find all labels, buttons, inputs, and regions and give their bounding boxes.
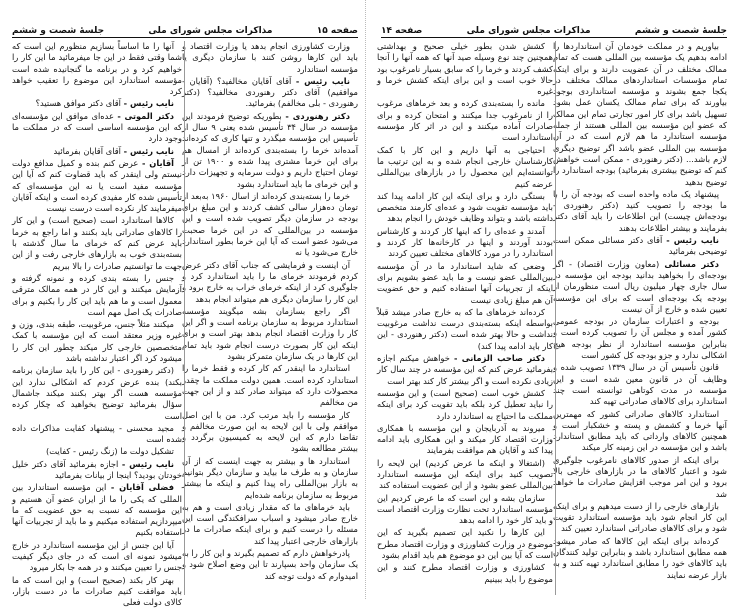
paragraph [553, 189, 727, 234]
page-number: صفحه ۱۵ [316, 26, 358, 36]
paragraph [12, 273, 182, 318]
paragraph-text: بودجه و اعتبارات سازمان در بودجه عمومی کشور آمده و مجلس آن را تصویب کرده است و بنابراین مؤسسه استاندارد از نظر بودجه هیچ اشکالی ندارد و جزو بودجه کل کشور است [553, 316, 727, 361]
text-column-right [182, 41, 358, 595]
paragraph-text: (اشتغالا و اینکه ما عرض کردیم) این لایحه را تصویب کنید برای اینکه این مؤسسه استاندارد بین‌المللی عضو بشود و از این عضویت استفاده کند [377, 457, 553, 491]
paragraph [377, 191, 553, 225]
paragraph [377, 307, 553, 352]
paragraph [377, 261, 553, 306]
paragraph-text: استاندارد ما اینقدر کم کار کرده و فقط خرما را استاندارد کرده است. همین دولت مملکت ما چقدر محصولات دارد که میتواند صادر کند و از این جهت من مخالفم [182, 363, 358, 408]
speaker-name: فضلی آقایان - [110, 482, 174, 493]
paragraph-text: کشش خوب است (صحیح است) و این مؤسسه را نباید تعطیل کرد بلکه باید تقویت کرد برای اینکه مملکت ما احتیاج به استاندارد دارد [377, 387, 553, 421]
paragraph [12, 158, 182, 214]
paragraph [553, 409, 727, 454]
paragraph-text: تشکیل دولت ما (زنگ رئیس - کفایت) [46, 446, 174, 457]
paragraph-text: بطوریکه توضیح فرمودند این مؤسسه در سال ۳۴ تأسیس شده یعنی ۹ سال از تأسیس این مؤسسه میگذرد و تنها کاری که کرده‌اند آمده‌اند خرما را بسته‌بندی کرده‌اند از امسال هم برای این خرما مشتری پیدا شده و ۱۹۰۰ تن از تومان احتیاج داریم و دولت سرمایه و تجهیزات دارد و این خرمای ما باید استاندارد بشود [182, 110, 358, 189]
paragraph-text: کار مؤسسه را باید مرتب کرد. من با این اصل موافقم ولی با این لایحه به این صورت مخالفم و تقاضا دارم که این لایحه به کمیسیون برگردد و بیشتر مطالعه بشود [182, 409, 358, 454]
speaker-name: دکتر الموتی - [117, 110, 175, 121]
paragraph [553, 501, 727, 535]
paragraph-text: مجید محسنی - پیشنهاد کفایت مذاکرات داده شده است [12, 422, 182, 445]
speaker-name: نایب رئیس - [666, 235, 719, 246]
speaker-name: دکتر مسائلی [664, 258, 719, 269]
paragraph [182, 41, 358, 75]
paragraph [377, 423, 553, 457]
paragraph [182, 548, 358, 582]
paragraph-text: اگر راجع بسازمان بشه میگویند مؤسسه استاندارد مربوط به سازمان برنامه است و اگر این کار را وزارت اقتصاد انجام بدهد بهتر است و برای اینکه این کار بصورت درست انجام شود باید تمام این کارها در یک سازمان متمرکز بشود [182, 305, 358, 362]
paragraph [182, 363, 358, 408]
paragraph [12, 41, 182, 97]
paragraph [377, 458, 553, 492]
speaker-name: نایب رئیس - [123, 145, 174, 156]
paragraph [12, 111, 182, 145]
paragraph [182, 260, 358, 305]
paragraph-text: سازمان بشه و این است که ما عرض کردیم این مؤسسه استاندارد تحت نظارت وزارت اقتصاد است و باید کار خود را ادامه بدهد [377, 492, 553, 526]
paragraph [12, 319, 182, 364]
paragraph-text: قانون تأسیس آن در سال ۱۳۳۹ تصویب شده و وظایف آن در قانون معین شده است و این مؤسسه در مدت کوتاهی توانسته است چند استاندارد برای کالاهای صادراتی تهیه کند [553, 362, 727, 407]
session-title: جلسهٔ شصت و ششم [12, 26, 105, 36]
paragraph [12, 98, 182, 109]
paragraph-text: کرده‌اند خرماهای ما که به خارج صادر میشد قبلاً بواسطه اینکه بسته‌بندی درست نداشت مرغوبیت نداشت و حالا بهتر شده است (دکتر رهنوردی - این کار باید ادامه پیدا کند) [377, 306, 553, 351]
paragraph-text: وزارت کشاورزی انجام بدهد یا وزارت اقتصاد و باید این کارها روشن کنند با سازمان دیگری یا مؤسسه استاندارد [182, 41, 358, 74]
paragraph [377, 527, 553, 561]
column-divider [555, 41, 556, 595]
paragraph-text: احتیاجی به آنها داریم و این کار با کمک کارشناسان خارجی انجام شده و به این ترتیب ما توانسته‌ایم این محصول را در بازارهای بین‌المللی عرضه کنیم [377, 144, 553, 189]
paragraph-text: پادرخواهش دارم که تصمیم بگیرند و این کار را به یک سازمان واحد بسپارند تا این وضع اصلاح شود و امیدوارم که دولت توجه کند [182, 548, 358, 581]
paragraph-text: (دکتر رهنوردی - این کار را باید سازمان برنامه بکند) بنده عرض کردم که اشکالی ندارد این مؤسسه هست اگر بهتر بکنند میکند جاشمال سؤال بفرمائید توضیح بخواهید که چکار کرده است [12, 365, 182, 421]
paragraph-text: (معاون وزارت اقتصاد) - اگر بودجه‌ای را بخواهید بدانید بودجه این مؤسسه در سال جاری چهار میلیون ریال است منظورمان از بودجه یک بودجه‌ای است که برای این مؤسسه تعیین شده و خارج از آن نیست [553, 258, 727, 314]
paragraph-text: جنس را بسته بندی کرده و نمونه گرفته و آزمایش میکنند و این کار در همه ممالک مترقی معمول است و ما هم باید این کار را بکنیم و برای صادرات یک اصل مهم است [12, 272, 182, 317]
paragraph [553, 235, 727, 258]
paragraph-text: کالاها استاندارد است (صحیح است) و این کار را کالاهای صادراتی باید بکنند و اما راجع به خرما باید عرض کنم که خرمای ما سال گذشته با بسته‌بندی خوب به بازارهای خارجی رفت و از این جهت ما توانستیم صادرات را بالا ببریم [12, 215, 182, 271]
paragraph [182, 502, 358, 547]
paragraph-text: عرض کنم بنده و کمیل مدافع دولت نیستم ولی اینقدر که باید قضاوت کنم که آیا این مؤسسه مفید است یا نه این مؤسسه‌ای که تأسیس شده کار مفیدی کرده است و اینکه آقایان میفرمایند کار نکرده است درست نیست [12, 157, 182, 214]
speaker-name: نایب رئیس - [123, 98, 174, 109]
paragraph-text: میروند به آذربایجان و این مؤسسه با همکاری وزارت اقتصاد کار میکند و این همکاری باید ادامه پیدا کند و آقایان هم موافقت بفرمایند [377, 422, 553, 456]
left-page [0, 0, 366, 608]
paragraph [182, 111, 358, 190]
paragraph-text: میکنند مثلاً جنس، مرغوبیت، طبقه بندی، وزن و غیره وزیر معتقد است که این مؤسسه با کمک متخصصین خارجی کار میکند چطور این کار را میشود کرد اگر اعتبار نداشته باشد [12, 319, 182, 364]
paragraph-text: پیشنهاد یک ماده واحده است که بودجه آن را با ما بودجه را تصویب کنید (دکتر رهنوردی - بودجه‌اش چیست) این اطلاعات را باید آقای دکتر بفرمایند و بیشتر اطلاعات بدهند [553, 188, 727, 233]
publication-title: مذاکرات مجلس شورای ملی [148, 26, 273, 36]
paragraph-text: آنها را ما اساساً بسازیم منظورم این است که شما وقتی فقط در این جا میفرمائید ما این کار را خواهیم کرد و در برنامه ما گنجانیده شده است مؤسسه استاندارد این موضوع را تعقیب خواهد کرد [12, 41, 182, 97]
paragraph [553, 536, 727, 581]
paragraph [12, 215, 182, 271]
paragraph-text: بیاوریم و در مملکت خودمان آن استانداردها را ادامه بدهیم یک مؤسسه بین المللی هست که تمام ممالک مختلف در آن عضویت دارند و برای اینکه تمام مؤسسات استانداردهای ممالک مختلف در یکجا جمع بشوند و مؤسسه استانداردی بوجود بیاورند که برای تمام ممالک یکسان عمل بشود تسهیل باشد برای کار امور تجارتی تمام این ممالک که عضو این مؤسسه بین المللی هستند از جمله مؤسسه استاندارد ما هم لازم است که در آن مؤسسه بین المللی عضو باشد اگر توضیح دیگری لازم باشد... (دکتر رهنوردی - ممکن است خواهش کنم که توضیح بیشتری بفرمائید) بودجه استاندارد را توضیح بدهید [553, 41, 727, 187]
paragraph [12, 540, 182, 574]
paragraph [377, 145, 553, 190]
paragraph-text: بستگی دارد و برای اینکه این کار ادامه پیدا کند باید مؤسسه تقویت شود و عده‌ای کارمند متخصص داشته باشد و بتواند وظایف خودش را انجام بدهد [377, 190, 553, 224]
paragraph-text: مانده را بسته‌بندی کرده و بعد خرماهای مرغوب را از نامرغوب جدا میکنند و امتحان کرده و برای صادرات آماده میکنند و این در اثر کار مؤسسه استاندارد است [377, 98, 553, 143]
paragraph-text: استاندارد ها و بیشتر به جهت اینست که از آن سازمان و به طرف ما بیاید و سازمان دیگر بتوانیم به بازار بین‌المللی راه پیدا کنیم و اینکه ما بیشتر مربوط به سازمان برنامه شده‌ایم [182, 455, 358, 500]
session-title: جلسهٔ شصت و ششم [634, 26, 727, 36]
paragraph-text: خواهش میکنم اجازه بفرمائید عرض کنم که این مؤسسه در چند سال کار زیادی نکرده است و اگر بیشتر کار کند بهتر است [377, 353, 553, 386]
paragraph-text: آقای دکتر موافق هستید؟ [35, 98, 121, 109]
paragraph-text: این کارها را نکنید این تصمیم بگیرید که این موضوع در وزارت کشاورزی و وزارت اقتصاد مطرح است که آیا بین این دو موضوع هم باید اقدام بشود [377, 527, 553, 561]
paragraph [12, 459, 182, 482]
page-header [12, 23, 358, 38]
text-column-right [553, 41, 727, 595]
paragraph [377, 493, 553, 527]
paragraph [377, 353, 553, 387]
paragraph [12, 423, 182, 446]
text-column-left [12, 41, 182, 608]
paragraph [553, 259, 727, 315]
paragraph-text: کرده‌اند برای اینکه این کالاها که صادر میشود همه مطابق استاندارد باشد و بنابراین تولید کنندگان باید کالاهای خود را مطابق استاندارد تهیه کنند و به بازار عرضه نمایند [553, 535, 727, 580]
paragraph-text: خرما را بسته‌بندی کرده‌اند از اسال ۱۹۶۰ به‌بعد از تومان ده‌هزار سالی کشف کردند و این مبلغ برای بودجه در سازمان دیگر تصویب شده است و این مؤسسه در بین‌المللی که در این خرما صحبت می‌شود عضو است که آیا این خرما بطور استاندارد خارج می‌شود یا نه [182, 190, 358, 258]
paragraph [377, 562, 553, 585]
right-page [369, 0, 735, 599]
paragraph [182, 456, 358, 501]
paragraph [12, 365, 182, 421]
page-header [381, 23, 727, 38]
paragraph [377, 98, 553, 143]
paragraph [377, 226, 553, 260]
paragraph-text: آیا این جنس از این مؤسسه استاندارد در خارج میشود نمونه ای است که در جای دیگر کیفیت جنس را تعیین میکنند و در همه جا بکار میرود [12, 539, 182, 573]
paragraph-text: آقای آقایان بفرمائید [53, 145, 121, 156]
speaker-name: دکتر صاحب الزمانی - [453, 353, 545, 364]
paragraph [12, 575, 182, 609]
paragraph [553, 41, 727, 188]
paragraph-text: کشاورزی و وزارت اقتصاد مطرح کنند و این موضوع را باید ببینیم [377, 562, 553, 584]
paragraph-text: بهتر کار بکند (صحیح است) و این است که ما باید موافقت کنیم صادرات ما در دست بازار، کالای دولت فعلی [12, 574, 182, 608]
paragraph [182, 191, 358, 259]
paragraph [182, 306, 358, 362]
paragraph-text: آقای دکتر مسائلی ممکن است توضیحی بفرمائید [553, 235, 727, 257]
paragraph-text: وضعی که شاید استاندارد ما در آن مؤسسه بین‌المللی عضو نیست و ما باید عضو بشویم برای اینکه از تجربیات آنها استفاده کنیم و حق عضویت آن هم مبلغ زیادی نیست [377, 260, 553, 305]
paragraph-text: باید خرماهای ما که مقدار زیادی است و هم به خارج صادر میشود و اسباب سرافکندگی است این مسئله را درست کنیم و برای اینکه صادرات ما در بازارهای خارجی اعتبار پیدا کند [182, 501, 358, 546]
paragraph-text: بازارهای خارجی را از دست میدهیم و برای اینکه این کار انجام شود باید مؤسسه استاندارد تقویت شود و برای کالاهای صادراتی استاندارد تعیین کند [553, 500, 727, 534]
paragraph-text: برای اینکه از صدور کالاهای نامرغوب جلوگیری شود و اعتبار کالاهای ما در بازارهای خارجی بالا برود و این امر موجب افزایش صادرات ما خواهد شد [553, 454, 727, 499]
paragraph-text: آن اینست و فرمایشی که جناب آقای دکتر عرض کردم فرمودند خرمای ما را باید استاندارد کرد و جلوگیری کرد از اینکه خرمای خراب به خارج برود و این کار را سازمان دیگری هم میتواند انجام بدهد [182, 259, 358, 304]
paragraph [553, 362, 727, 407]
paragraph [553, 455, 727, 500]
column-divider [184, 41, 185, 595]
paragraph-text: کشش شدن بطور خیلی صحیح و بهداشتی همچنین چند نوع وسیله صید آنها که همه آنها را آنجا کشف کردند و خرما را که سابق بسیار نامرغوب بود حالا خوب است و این برای اینکه کشش خرما و غیره [376, 41, 553, 97]
text-column-left [377, 41, 553, 595]
paragraph [182, 76, 358, 110]
paragraph [182, 410, 358, 455]
page-number: صفحه ۱۴ [381, 26, 423, 36]
paragraph [12, 482, 182, 538]
paragraph-text: استاندارد کالاهای صادراتی کشور که مهمترین آنها خرما و کشمش و پسته و خشکبار است و همچنین کالاهای وارداتی که باید مطابق استاندارد باشد و این مؤسسه در این زمینه کار میکند [553, 408, 727, 453]
paragraph [377, 388, 553, 422]
paragraph-text: آمدند و عده‌ای را که اینها کار کردند و کارشناس بودند آوردند و اینها در کارخانه‌ها کار کردند و استاندارد را در مورد کالاهای مختلف تعیین کردند [377, 225, 553, 259]
page-fold [365, 0, 368, 599]
paragraph-text: اجازه بفرمائید آقای دکتر خلیل خودتان بودید؟ اینجا از بیانات بفرمائید [12, 458, 182, 480]
paragraph [377, 41, 553, 97]
paragraph-text: آقای آقایان مخالفید؟ (آقایان - موافقیم) آقای دکتر رهنوردی مخالفید؟ (دکتر رهنوردی - بلی مخالفم) بفرمائید. [182, 75, 358, 109]
paragraph [12, 146, 182, 157]
speaker-name: نایب رئیس - [121, 458, 174, 469]
speaker-name: آقایان - [141, 157, 175, 168]
speaker-name: نایب رئیس - [295, 75, 350, 86]
paragraph [553, 316, 727, 361]
publication-title: مذاکرات مجلس شورای ملی [466, 26, 591, 36]
paragraph-text: عده‌ای موافق این مؤسسه‌ای که این مؤسسه اساسی است که در مملکت ما وجود دارد [12, 110, 182, 144]
paragraph [12, 446, 182, 457]
speaker-name: دکتر رهنوردی - [285, 110, 350, 121]
paragraph-text: این مؤسسه استاندارد بین المللی که یکی را ما از ایران عضو آن هستیم و این مؤسسه که نسبت به حق عضویت که ما میپردازیم استفاده میکنیم و ما باید از تجربیات آنها استفاده بکنیم [12, 482, 182, 538]
